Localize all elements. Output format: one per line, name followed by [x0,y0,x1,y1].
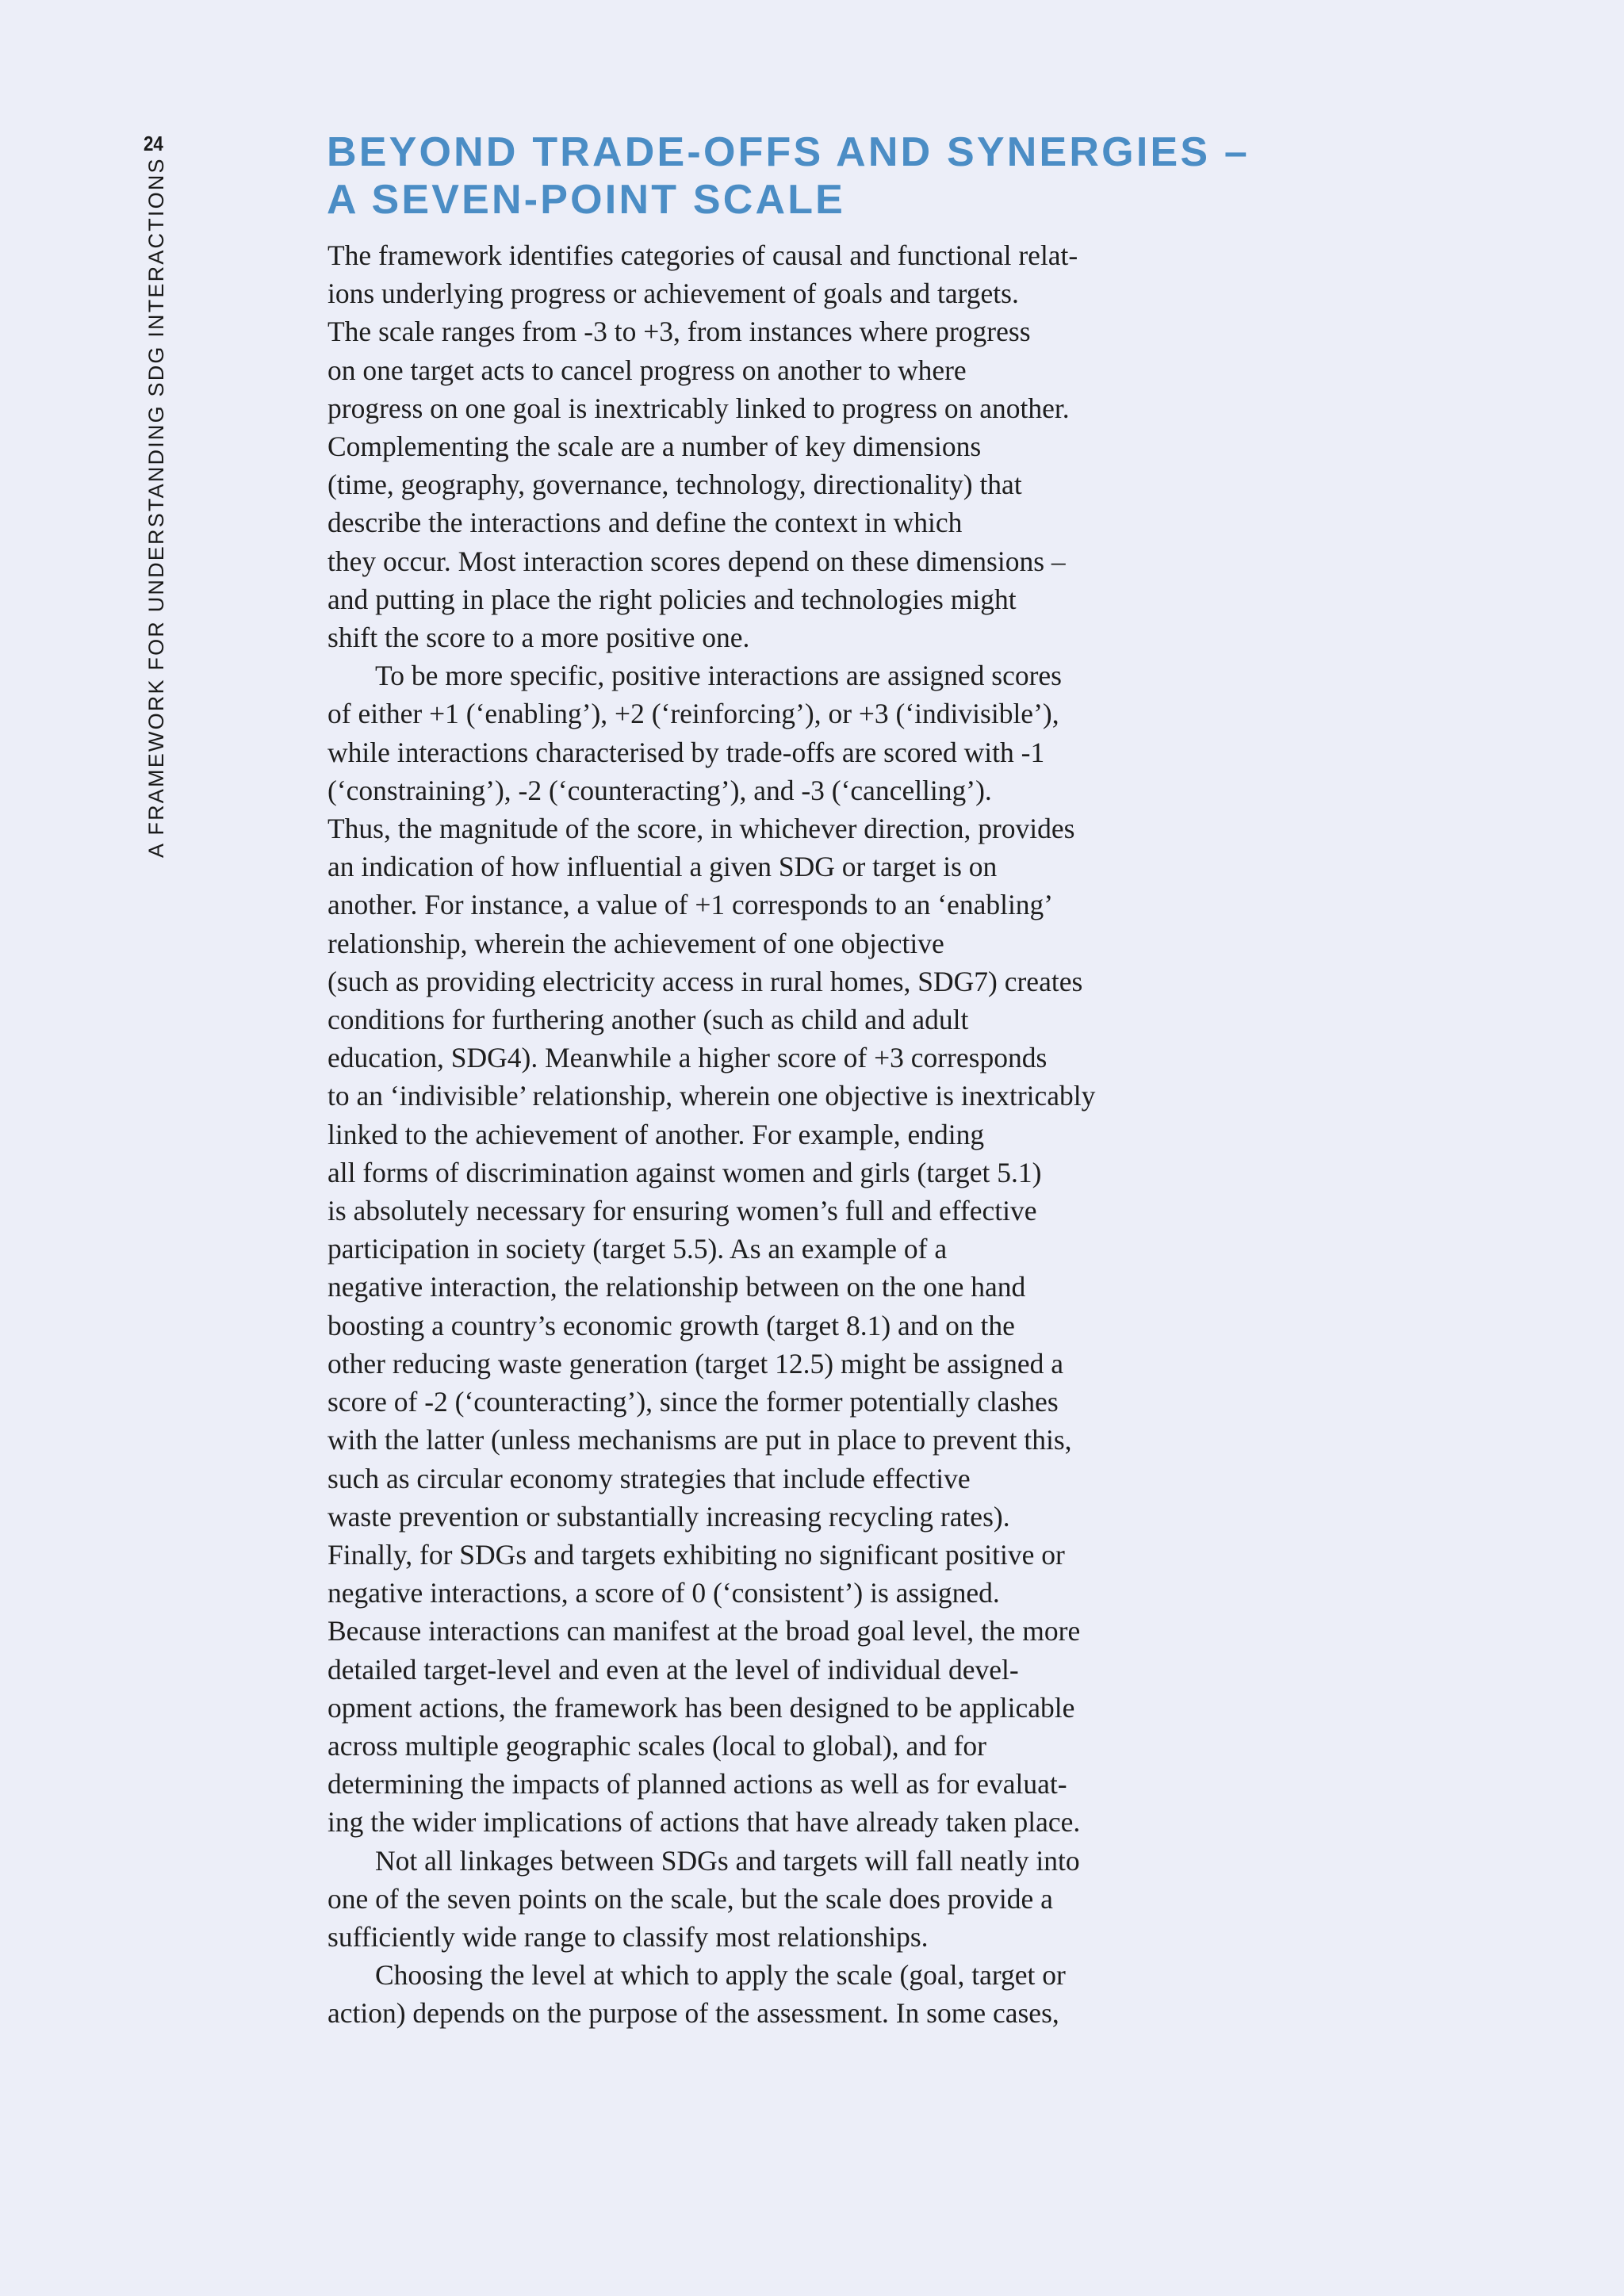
text-line: an indication of how influential a given SDG or target is on [327,851,998,883]
text-line: (time, geography, governance, technology, directionality) that [327,469,1022,501]
text-line: action) depends on the purpose of the assessment. In some cases, [327,1997,1059,2030]
text-line: of either +1 (‘enabling’), +2 (‘reinforcing’), or +3 (‘indivisible’), [327,698,1059,730]
text-line: progress on one goal is inextricably linked to progress on another. [327,392,1070,424]
page-number: 24 [144,132,163,155]
text-line: The scale ranges from -3 to +3, from instances where progress [327,316,1031,348]
text-line: (‘constraining’), -2 (‘counteracting’), and -3 (‘cancelling’). [327,774,992,806]
text-line: while interactions characterised by trade-offs are scored with -1 [327,736,1045,768]
text-line: relationship, wherein the achievement of one objective [327,927,944,959]
section-heading-line-1: BEYOND TRADE-OFFS AND SYNERGIES – [327,129,1251,175]
text-line: with the latter (unless mechanisms are put in place to prevent this, [327,1424,1072,1456]
text-line: to an ‘indivisible’ relationship, wherein one objective is inextricably [327,1080,1096,1112]
text-line: conditions for furthering another (such as child and adult [327,1004,969,1036]
text-line: on one target acts to cancel progress on another to where [327,354,967,386]
text-line: participation in society (target 5.5). As an example of a [327,1233,948,1265]
text-line: negative interactions, a score of 0 (‘consistent’) is assigned. [327,1577,1000,1609]
text-line: score of -2 (‘counteracting’), since the former potentially clashes [327,1386,1059,1418]
text-line: Finally, for SDGs and targets exhibiting no significant positive or [327,1538,1065,1571]
text-line: education, SDG4). Meanwhile a higher score of +3 corresponds [327,1042,1048,1074]
text-line: (such as providing electricity access in rural homes, SDG7) creates [327,965,1083,997]
text-line: other reducing waste generation (target 12.5) might be assigned a [327,1347,1063,1380]
text-line: boosting a country’s economic growth (target 8.1) and on the [327,1309,1015,1341]
text-line: and putting in place the right policies and technologies might [327,583,1017,615]
text-line: is absolutely necessary for ensuring women’s full and effective [327,1195,1037,1227]
section-heading-line-2: A SEVEN-POINT SCALE [327,177,846,223]
text-line: The framework identifies categories of causal and functional relat- [327,239,1078,271]
text-line: they occur. Most interaction scores depend on these dimensions – [327,545,1066,577]
section-heading [327,128,1278,224]
text-line: linked to the achievement of another. For example, ending [327,1118,985,1150]
text-line: another. For instance, a value of +1 corresponds to an ‘enabling’ [327,889,1054,921]
body-text [327,236,1216,2033]
text-line: To be more specific, positive interactions are assigned scores [375,660,1062,692]
text-line: ing the wider implications of actions that have already taken place. [327,1806,1081,1839]
text-line: detailed target-level and even at the level of individual devel- [327,1653,1019,1686]
text-line: Thus, the magnitude of the score, in whichever direction, provides [327,813,1075,845]
text-line: shift the score to a more positive one. [327,622,750,654]
text-line: one of the seven points on the scale, but the scale does provide a [327,1882,1053,1915]
text-line: negative interaction, the relationship between on the one hand [327,1271,1026,1303]
text-line: Complementing the scale are a number of key dimensions [327,430,982,463]
running-head: A FRAMEWORK FOR UNDERSTANDING SDG INTERACTIONS [144,157,168,858]
text-line: determining the impacts of planned actions as well as for evaluat- [327,1768,1067,1800]
text-line: across multiple geographic scales (local to global), and for [327,1729,987,1762]
text-line: Because interactions can manifest at the broad goal level, the more [327,1615,1081,1647]
text-line: sufficiently wide range to classify most relationships. [327,1920,929,1953]
text-line: such as circular economy strategies that include effective [327,1462,971,1494]
text-line: all forms of discrimination against women and girls (target 5.1) [327,1156,1042,1188]
text-line: ions underlying progress or achievement of goals and targets. [327,277,1019,310]
text-line: describe the interactions and define the context in which [327,507,963,539]
text-line: Choosing the level at which to apply the scale (goal, target or [375,1959,1066,1992]
text-line: waste prevention or substantially increasing recycling rates). [327,1500,1010,1533]
text-line: Not all linkages between SDGs and targets will fall neatly into [375,1844,1080,1877]
text-line: opment actions, the framework has been designed to be applicable [327,1691,1075,1724]
